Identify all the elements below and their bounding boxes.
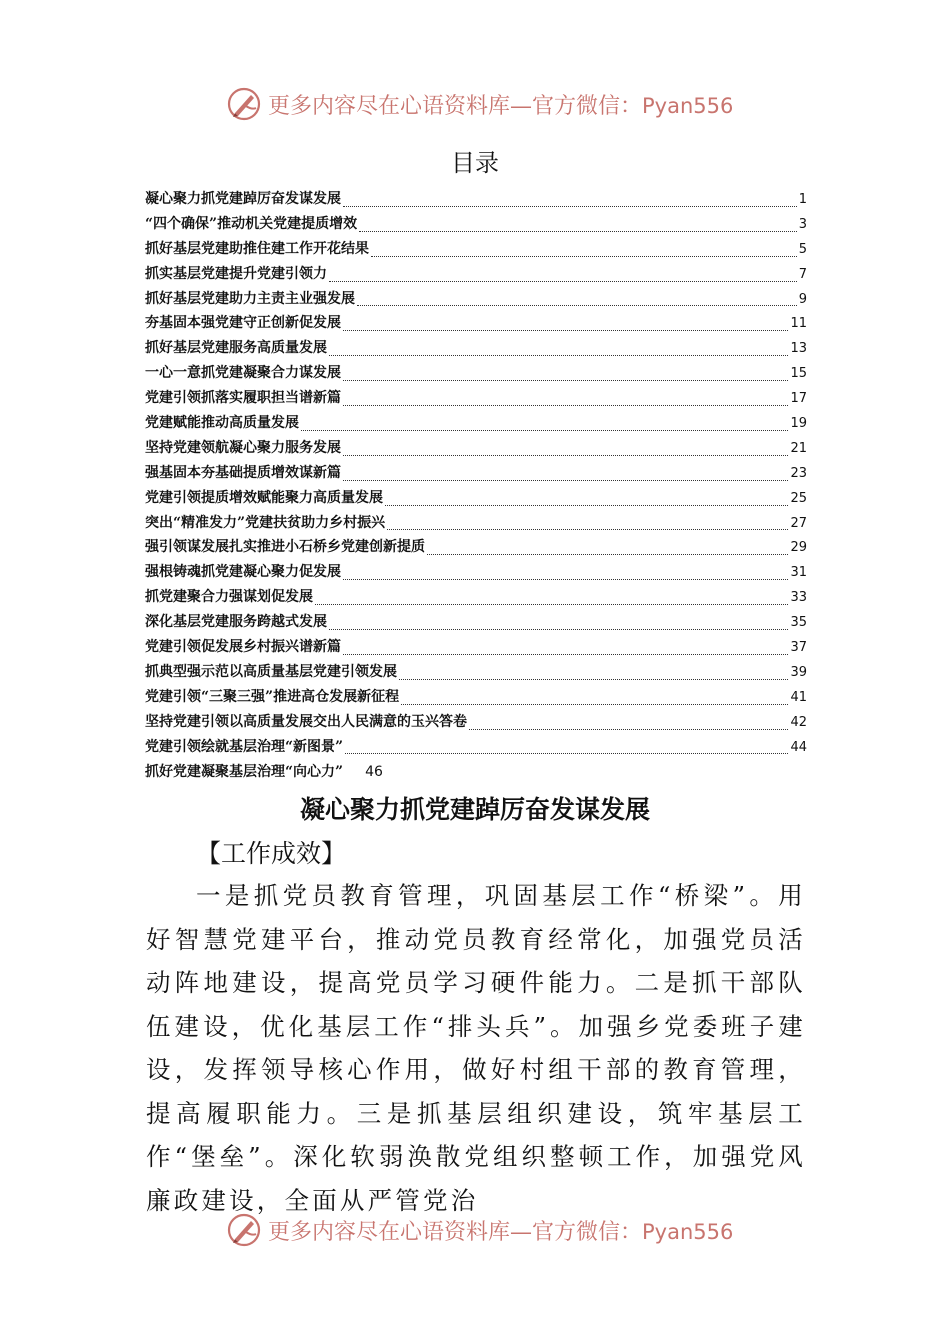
toc-entry-page: 25 (790, 490, 807, 506)
toc-leader-dots (343, 330, 788, 331)
toc-entry-page: 41 (790, 689, 807, 705)
toc-leader-dots (301, 430, 788, 431)
toc-entry-page: 35 (790, 615, 807, 631)
toc-entry-title: 强基固本夯基础提质增效谋新篇 (145, 464, 341, 481)
toc-entry-title: 抓好基层党建助推住建工作开花结果 (145, 240, 369, 257)
toc-entry-title: 夯基固本强党建守正创新促发展 (145, 315, 341, 332)
toc-leader-dots (343, 380, 788, 381)
section-heading: 【工作成效】 (196, 839, 347, 868)
toc-leader-dots (399, 679, 788, 680)
footer-banner (226, 1210, 733, 1250)
toc-entry-title: 党建引领抓落实履职担当谱新篇 (145, 390, 341, 407)
table-of-contents (145, 188, 807, 760)
toc-leader-dots (343, 405, 788, 406)
toc-entry-page: 46 (365, 764, 383, 780)
toc-entry-page: 31 (790, 565, 807, 581)
toc-entry-page: 23 (790, 465, 807, 481)
toc-leader-dots (315, 604, 788, 605)
toc-leader-dots (401, 704, 788, 705)
toc-entry-title: 突出“精准发力”党建扶贫助力乡村振兴 (145, 514, 386, 531)
toc-entry-page: 13 (790, 341, 807, 357)
toc-entry-page: 29 (790, 540, 807, 556)
toc-entry-title: 抓党建聚合力强谋划促发展 (145, 589, 313, 606)
banner-text: 更多内容尽在心语资料库—官方微信：Pyan556 (268, 1219, 734, 1245)
pen-logo-icon (226, 1212, 262, 1248)
toc-entry[interactable] (145, 387, 807, 412)
toc-entry[interactable] (145, 611, 807, 636)
toc-leader-dots (343, 455, 788, 456)
toc-entry[interactable] (145, 238, 807, 263)
toc-entry[interactable] (145, 412, 807, 437)
toc-entry-page: 27 (790, 515, 807, 531)
toc-entry-page: 3 (798, 216, 807, 232)
pen-logo-icon (226, 86, 262, 122)
toc-entry[interactable] (145, 312, 807, 337)
toc-leader-dots (329, 281, 797, 282)
toc-entry-title: 党建引领“三聚三强”推进高仓发展新征程 (145, 688, 400, 705)
toc-entry-title: 党建引领提质增效赋能聚力高质量发展 (145, 489, 383, 506)
toc-entry[interactable] (145, 362, 807, 387)
toc-entry-page: 11 (790, 316, 807, 332)
toc-entry-page: 33 (790, 590, 807, 606)
toc-leader-dots (343, 579, 788, 580)
toc-entry[interactable] (145, 636, 807, 661)
toc-entry-page: 44 (790, 739, 807, 755)
toc-entry[interactable] (145, 437, 807, 462)
toc-leader-dots (371, 256, 797, 257)
banner-text: 更多内容尽在心语资料库—官方微信：Pyan556 (268, 93, 734, 119)
toc-entry[interactable] (145, 736, 807, 761)
wechat-id: Pyan556 (642, 1219, 734, 1244)
toc-entry-title: 坚持党建领航凝心聚力服务发展 (145, 439, 341, 456)
toc-entry-page: 42 (790, 714, 807, 730)
toc-entry-page: 21 (790, 440, 807, 456)
toc-leader-dots (343, 654, 788, 655)
toc-entry[interactable] (145, 561, 807, 586)
toc-title: 目录 (451, 149, 499, 177)
toc-leader-dots (343, 206, 797, 207)
toc-entry[interactable] (145, 213, 807, 238)
body-paragraph: 一是抓党员教育管理，巩固基层工作“桥梁”。用好智慧党建平台，推动党员教育经常化，加强党员活动阵地建设，提高党员学习硬件能力。二是抓干部队伍建设，优化基层工作“排头兵”。加强乡党委班子建设，发挥领导核心作用，做好村组干部的教育管理，提高履职能力。三是抓基层组织建设，筑牢基层工作“堡垒”。深化软弱涣散党组织整顿工作，加强党风廉政建设，全面从严管党治 (146, 881, 806, 1215)
toc-entry-title: 坚持党建引领以高质量发展交出人民满意的玉兴答卷 (145, 713, 467, 730)
toc-entry-title: “四个确保”推动机关党建提质增效 (145, 215, 358, 232)
toc-entry-title: 抓好党建凝聚基层治理“向心力” (145, 764, 344, 780)
toc-entry-page: 39 (790, 664, 807, 680)
toc-entry-title: 凝心聚力抓党建踔厉奋发谋发展 (145, 191, 341, 207)
toc-entry-last[interactable] (145, 761, 383, 781)
toc-entry-title: 党建引领促发展乡村振兴谱新篇 (145, 639, 341, 656)
toc-entry-title: 强引领谋发展扎实推进小石桥乡党建创新提质 (145, 539, 425, 556)
toc-entry-title: 强根铸魂抓党建凝心聚力促发展 (145, 564, 341, 581)
toc-entry-page: 5 (798, 241, 807, 257)
toc-entry[interactable] (145, 462, 807, 487)
toc-entry-title: 抓实基层党建提升党建引领力 (145, 265, 327, 282)
toc-entry-title: 党建赋能推动高质量发展 (145, 415, 299, 432)
toc-entry-title: 抓好基层党建助力主责主业强发展 (145, 290, 355, 307)
toc-entry-page: 7 (798, 266, 807, 282)
toc-leader-dots (385, 505, 788, 506)
toc-entry[interactable] (145, 263, 807, 288)
toc-entry-page: 1 (798, 192, 807, 207)
toc-entry[interactable] (145, 487, 807, 512)
toc-leader-dots (359, 231, 797, 232)
toc-leader-dots (345, 753, 788, 754)
toc-leader-dots (469, 729, 788, 730)
toc-leader-dots (427, 554, 788, 555)
toc-leader-dots (329, 629, 788, 630)
toc-entry-page: 37 (790, 640, 807, 656)
toc-entry-page: 17 (790, 391, 807, 407)
toc-leader-dots (387, 529, 788, 530)
toc-entry[interactable] (145, 536, 807, 561)
toc-entry-title: 深化基层党建服务跨越式发展 (145, 614, 327, 631)
toc-entry[interactable] (145, 586, 807, 611)
toc-leader-dots (357, 305, 797, 306)
toc-entry-page: 9 (798, 291, 807, 307)
toc-entry-title: 抓好基层党建服务高质量发展 (145, 340, 327, 357)
toc-entry[interactable] (145, 337, 807, 362)
toc-entry-page: 15 (790, 366, 807, 382)
toc-entry-title: 党建引领绘就基层治理“新图景” (145, 738, 344, 755)
toc-entry-title: 一心一意抓党建凝聚合力谋发展 (145, 365, 341, 382)
toc-leader-dots (329, 355, 788, 356)
toc-entry[interactable] (145, 686, 807, 711)
toc-leader-dots (343, 480, 788, 481)
header-banner (226, 84, 733, 124)
toc-entry-page: 19 (790, 416, 807, 432)
toc-entry[interactable] (145, 512, 807, 537)
toc-entry[interactable] (145, 661, 807, 686)
toc-entry-title: 抓典型强示范以高质量基层党建引领发展 (145, 663, 397, 680)
article-title: 凝心聚力抓党建踔厉奋发谋发展 (299, 795, 650, 824)
toc-entry[interactable] (145, 711, 807, 736)
toc-entry[interactable] (145, 188, 807, 213)
wechat-id: Pyan556 (642, 93, 734, 118)
toc-entry[interactable] (145, 288, 807, 313)
